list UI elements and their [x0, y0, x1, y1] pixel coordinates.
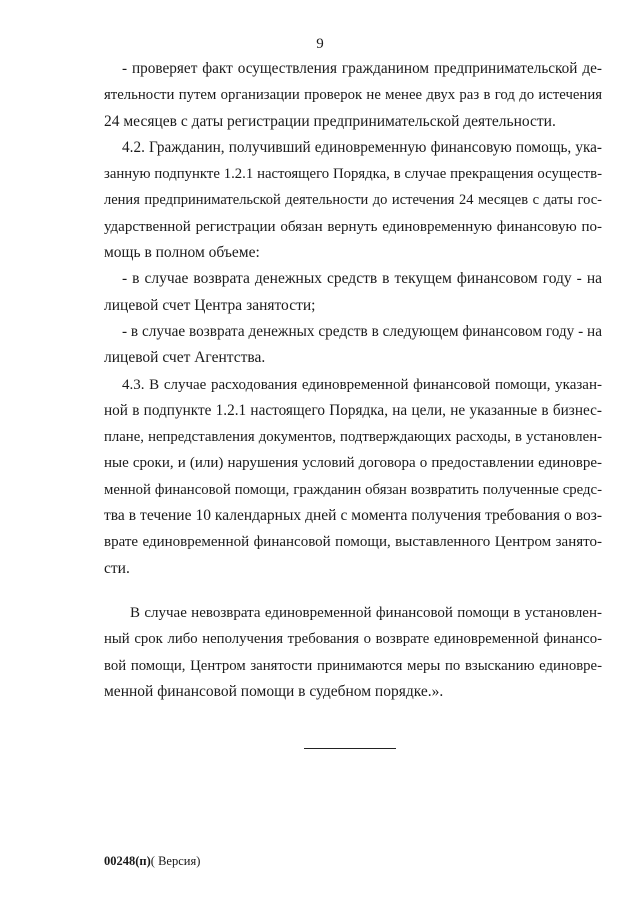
- text-line: ударственной регистрации обязан вернуть единовременную финансовую по-: [104, 218, 602, 235]
- text-line: лицевой счет Центра занятости;: [104, 296, 316, 314]
- separator-line: [304, 748, 396, 749]
- text-line: тва в течение 10 календарных дней с момента получения требования о воз-: [104, 507, 602, 525]
- text-line: мощь в полном объеме:: [104, 244, 260, 262]
- text-line: - в случае возврата денежных средств в следующем финансовом году - на: [122, 322, 602, 340]
- text-line: - в случае возврата денежных средств в текущем финансовом году - на: [122, 270, 602, 288]
- text-line: 24 месяцев с даты регистрации предпринимательской деятельности.: [104, 112, 556, 130]
- text-line: плане, непредставления документов, подтверждающих расходы, в установлен-: [104, 429, 602, 446]
- text-line: ления предпринимательской деятельности до истечения 24 месяцев с даты гос-: [104, 192, 602, 209]
- text-line: сти.: [104, 559, 130, 577]
- text-line: вой помощи, Центром занятости принимаются меры по взысканию единовре-: [104, 657, 602, 674]
- document-footer: [104, 854, 200, 869]
- version-label: ( Версия): [150, 854, 201, 868]
- text-line: лицевой счет Агентства.: [104, 349, 266, 367]
- text-line: врате единовременной финансовой помощи, выставленного Центром занято-: [104, 534, 602, 551]
- text-line: менной финансовой помощи в судебном порядке.».: [104, 682, 444, 700]
- text-line: - проверяет факт осуществления гражданином предпринимательской де-: [122, 60, 602, 77]
- text-line: занную подпункте 1.2.1 настоящего Порядка, в случае прекращения осуществ-: [104, 166, 602, 183]
- text-line: ной в подпункте 1.2.1 настоящего Порядка, на цели, не указанные в бизнес-: [104, 401, 602, 419]
- text-line: 4.2. Гражданин, получивший единовременную финансовую помощь, ука-: [122, 138, 602, 156]
- text-line: ный срок либо неполучения требования о возврате единовременной финансо-: [104, 631, 602, 648]
- text-line: менной финансовой помощи, гражданин обязан возвратить полученные средс-: [104, 481, 602, 498]
- document-code: 00248(п): [104, 854, 151, 868]
- text-line: В случае невозврата единовременной финансовой помощи в установлен-: [130, 604, 602, 621]
- paragraph-gap: [104, 582, 602, 600]
- document-body: [104, 56, 602, 705]
- page-number: 9: [316, 36, 324, 52]
- text-line: ные сроки, и (или) нарушения условий договора о предоставлении единовре-: [104, 455, 602, 472]
- text-line: 4.3. В случае расходования единовременной финансовой помощи, указан-: [122, 376, 602, 393]
- text-line: ятельности путем организации проверок не менее двух раз в год до истечения: [104, 87, 602, 104]
